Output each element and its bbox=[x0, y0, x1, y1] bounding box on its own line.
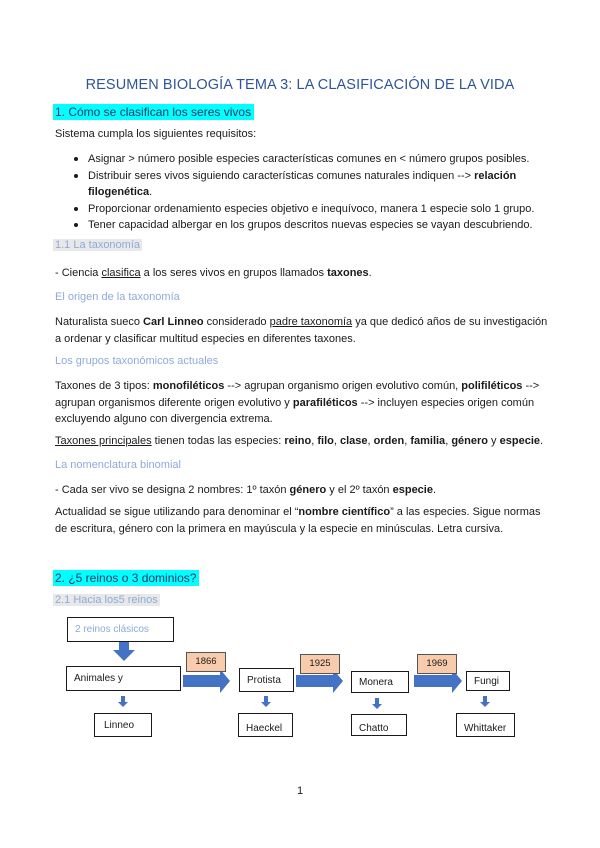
text: , bbox=[404, 435, 411, 447]
section-2-heading: 2. ¿5 reinos o 3 dominios? bbox=[53, 570, 199, 586]
down-arrow-icon bbox=[372, 698, 382, 709]
bullet-icon bbox=[74, 174, 78, 178]
bold-term: orden bbox=[373, 435, 405, 447]
text: . bbox=[368, 267, 372, 279]
text: , bbox=[367, 435, 374, 447]
nomenclature-paragraph-1 bbox=[55, 482, 555, 499]
bold-term: polifiléticos bbox=[461, 380, 523, 392]
origin-heading: El origen de la taxonomía bbox=[55, 291, 180, 303]
bold-term: taxones bbox=[327, 267, 369, 279]
author-box: Linneo bbox=[94, 713, 152, 737]
node-box: Fungi bbox=[466, 671, 510, 691]
text: - Ciencia bbox=[55, 267, 102, 279]
text: --> agrupan organismos diferente origen evolutivo y bbox=[55, 380, 540, 409]
text: . bbox=[540, 435, 544, 447]
bold-term: clase bbox=[339, 435, 368, 447]
bold-term: relación filogenética bbox=[88, 169, 517, 198]
bold-term: género bbox=[289, 484, 327, 496]
list-item bbox=[55, 168, 555, 201]
text: , bbox=[445, 435, 452, 447]
origin-paragraph bbox=[55, 314, 555, 347]
bold-term: parafiléticos bbox=[292, 396, 358, 409]
taxonomy-paragraph bbox=[55, 265, 555, 282]
text: ” a las especies. Sigue normas de escritura, género con la primera en mayúscula y la especie en minúsculas. Letra cursiva. bbox=[55, 506, 541, 535]
node-box: Protista bbox=[239, 668, 294, 692]
bullet-icon bbox=[74, 207, 78, 211]
groups-paragraph-1 bbox=[55, 378, 555, 428]
text: y el 2º taxón bbox=[326, 484, 393, 496]
bold-term: familia bbox=[410, 435, 446, 447]
underlined-term: Taxones principales bbox=[55, 435, 152, 447]
node-box: Monera bbox=[351, 671, 409, 693]
bullet-text: Asignar > número posible especies características comunes en < número grupos posibles. bbox=[88, 153, 530, 165]
bullet-text: . bbox=[149, 186, 153, 198]
text: , bbox=[333, 435, 340, 447]
requirements-list bbox=[55, 151, 555, 234]
taxonomy-heading: 1.1 La taxonomía bbox=[55, 239, 141, 251]
bold-term: filo bbox=[317, 435, 334, 447]
year-box: 1925 bbox=[300, 654, 340, 674]
node-box: Animales y bbox=[66, 666, 181, 691]
bold-term: reino bbox=[284, 435, 312, 447]
text: a los seres vivos en grupos llamados bbox=[140, 267, 328, 279]
text: - Cada ser vivo se designa 2 nombres: 1º taxón bbox=[55, 484, 290, 496]
bullet-text: Tener capacidad albergar en los grupos descritos nuevas especies se vayan descubriendo. bbox=[88, 219, 533, 231]
down-arrow-icon bbox=[118, 696, 128, 707]
text: Actualidad se sigue utilizando para denominar el “ bbox=[55, 506, 299, 518]
five-kingdoms-heading: 2.1 Hacia los5 reinos bbox=[55, 594, 158, 606]
underlined-term: padre taxonomía bbox=[269, 316, 353, 328]
text: tienen todas las especies: bbox=[151, 435, 285, 447]
bold-term: Carl Linneo bbox=[143, 316, 204, 328]
text: --> agrupan organismo origen evolutivo común, bbox=[224, 380, 462, 392]
document-title: RESUMEN BIOLOGÍA TEMA 3: LA CLASIFICACIÓN DE LA VIDA bbox=[85, 77, 515, 93]
right-arrow-icon bbox=[296, 669, 343, 693]
bullet-text: Proporcionar ordenamiento especies objetivo e inequívoco, manera 1 especie solo 1 grupo. bbox=[88, 202, 535, 215]
bold-term: nombre científico bbox=[298, 506, 391, 518]
right-arrow-icon bbox=[414, 669, 462, 693]
text: , bbox=[311, 435, 318, 447]
year-box: 1969 bbox=[417, 654, 457, 674]
bullet-text: Distribuir seres vivos siguiendo características comunes naturales indiquen --> bbox=[88, 169, 475, 182]
author-box: Whittaker bbox=[456, 713, 515, 737]
right-arrow-icon bbox=[183, 669, 230, 693]
author-box: Chatto bbox=[351, 714, 407, 736]
text: --> incluyen especies origen común excluyendo alguno con divergencia extrema. bbox=[55, 396, 535, 425]
requirements-intro: Sistema cumpla los siguientes requisitos: bbox=[55, 128, 257, 140]
list-item bbox=[55, 201, 555, 218]
text: ya que dedicó años de su investigación a ordenar y clasificar multitud especies en diferentes taxones. bbox=[55, 316, 548, 345]
bold-term: especie bbox=[392, 484, 433, 496]
list-item bbox=[55, 151, 555, 168]
underlined-term: clasifica bbox=[101, 267, 141, 279]
text: considerado bbox=[203, 316, 270, 328]
down-arrow-icon bbox=[480, 696, 490, 707]
down-arrow-icon bbox=[261, 696, 271, 707]
list-item bbox=[55, 217, 555, 234]
text: Taxones de 3 tipos: bbox=[55, 380, 153, 392]
bullet-icon bbox=[74, 223, 78, 227]
text: y bbox=[488, 435, 500, 447]
bold-term: género bbox=[451, 435, 488, 447]
text: . bbox=[432, 484, 437, 496]
start-box: 2 reinos clásicos bbox=[67, 617, 174, 642]
groups-paragraph-2 bbox=[55, 433, 555, 450]
section-1-heading: 1. Cómo se clasifican los seres vivos bbox=[53, 104, 254, 120]
page-number: 1 bbox=[296, 785, 304, 797]
bold-term: especie bbox=[499, 435, 540, 447]
down-arrow-icon bbox=[113, 642, 135, 661]
bold-term: monofiléticos bbox=[152, 380, 225, 392]
nomenclature-heading: La nomenclatura binomial bbox=[55, 459, 181, 471]
groups-heading: Los grupos taxonómicos actuales bbox=[55, 355, 219, 367]
text: Naturalista sueco bbox=[55, 316, 144, 328]
bullet-icon bbox=[74, 157, 78, 161]
author-box: Haeckel bbox=[238, 713, 293, 737]
nomenclature-paragraph-2 bbox=[55, 504, 555, 537]
year-box: 1866 bbox=[186, 652, 226, 672]
